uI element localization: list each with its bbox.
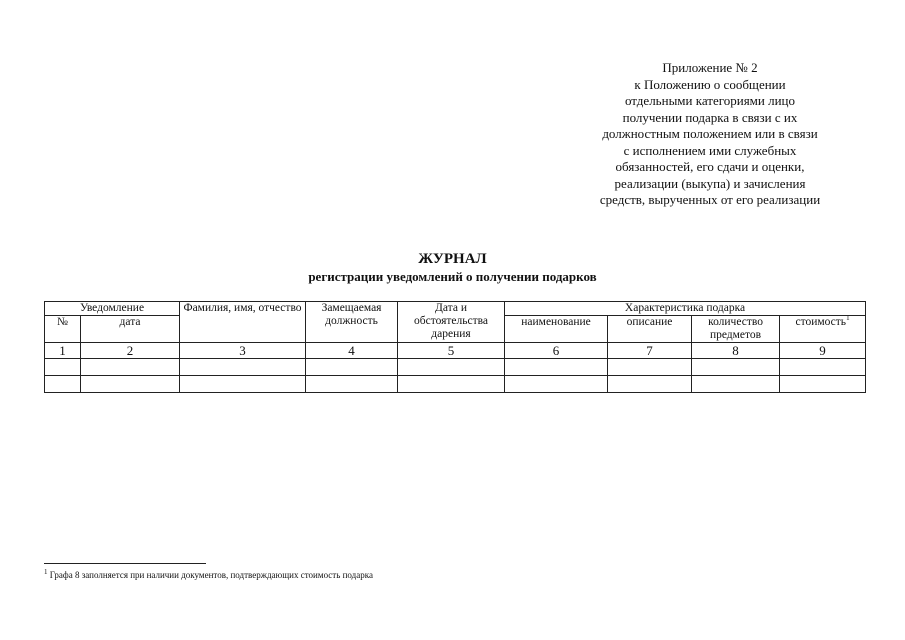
column-number: 4 [306, 343, 398, 359]
empty-cell [45, 359, 81, 376]
header-notice: Уведомление [45, 302, 180, 316]
header-date: дата [81, 316, 180, 343]
column-number: 9 [780, 343, 866, 359]
header-fio: Фамилия, имя, отчество [180, 302, 306, 343]
empty-cell [81, 376, 180, 393]
column-number-row [45, 343, 866, 359]
empty-cell [692, 359, 780, 376]
header-description: описание [608, 316, 692, 343]
header-circumstances: Дата и обстоятельства дарения [398, 302, 505, 343]
column-number: 5 [398, 343, 505, 359]
footnote-divider [44, 563, 206, 564]
empty-cell [505, 359, 608, 376]
appendix-line: отдельными категориями лицо [624, 93, 796, 108]
column-number: 6 [505, 343, 608, 359]
empty-cell [180, 376, 306, 393]
document-heading [0, 250, 905, 285]
header-no: № [45, 316, 81, 343]
footnote-text: Графа 8 заполняется при наличии документов, подтверждающих стоимость подарка [49, 570, 373, 580]
empty-cell [780, 376, 866, 393]
header-cost-label: стоимость [795, 316, 847, 328]
header-quantity: количество предметов [692, 316, 780, 343]
empty-row [45, 376, 866, 393]
document-subtitle: регистрации уведомлений о получении подарков [308, 269, 597, 284]
appendix-line: получении подарка в связи с их [622, 109, 798, 125]
empty-cell [692, 376, 780, 393]
empty-cell [45, 376, 81, 393]
document-title: ЖУРНАЛ [418, 251, 487, 267]
column-number: 1 [45, 343, 81, 359]
empty-cell [306, 376, 398, 393]
column-number: 7 [608, 343, 692, 359]
empty-cell [180, 359, 306, 376]
header-gift-characteristics: Характеристика подарка [505, 302, 866, 316]
empty-cell [505, 376, 608, 393]
appendix-block [560, 60, 860, 209]
appendix-line: реализации (выкупа) и зачисления [614, 175, 806, 191]
empty-cell [608, 376, 692, 393]
column-number: 8 [692, 343, 780, 359]
empty-cell [306, 359, 398, 376]
header-cost [780, 316, 866, 343]
appendix-line: обязанностей, его сдачи и оценки, [615, 159, 805, 174]
header-row-group [45, 302, 866, 316]
header-position: Замещаемая должность [306, 302, 398, 343]
column-number: 2 [81, 343, 180, 359]
appendix-line: к Положению о сообщении [634, 76, 786, 92]
empty-row [45, 359, 866, 376]
footnote-mark: 1 [846, 315, 850, 323]
empty-cell [398, 359, 505, 376]
empty-cell [398, 376, 505, 393]
empty-cell [81, 359, 180, 376]
column-number: 3 [180, 343, 306, 359]
empty-cell [780, 359, 866, 376]
appendix-line: должностным положением или в связи [602, 126, 818, 141]
appendix-line: средств, вырученных от его реализации [599, 192, 821, 207]
appendix-line: Приложение № 2 [662, 60, 758, 75]
appendix-line: с исполнением ими служебных [623, 142, 797, 158]
empty-cell [608, 359, 692, 376]
header-name: наименование [505, 316, 608, 343]
footnote [44, 570, 373, 581]
footnote-number: 1 [44, 568, 48, 576]
journal-table [44, 301, 866, 393]
